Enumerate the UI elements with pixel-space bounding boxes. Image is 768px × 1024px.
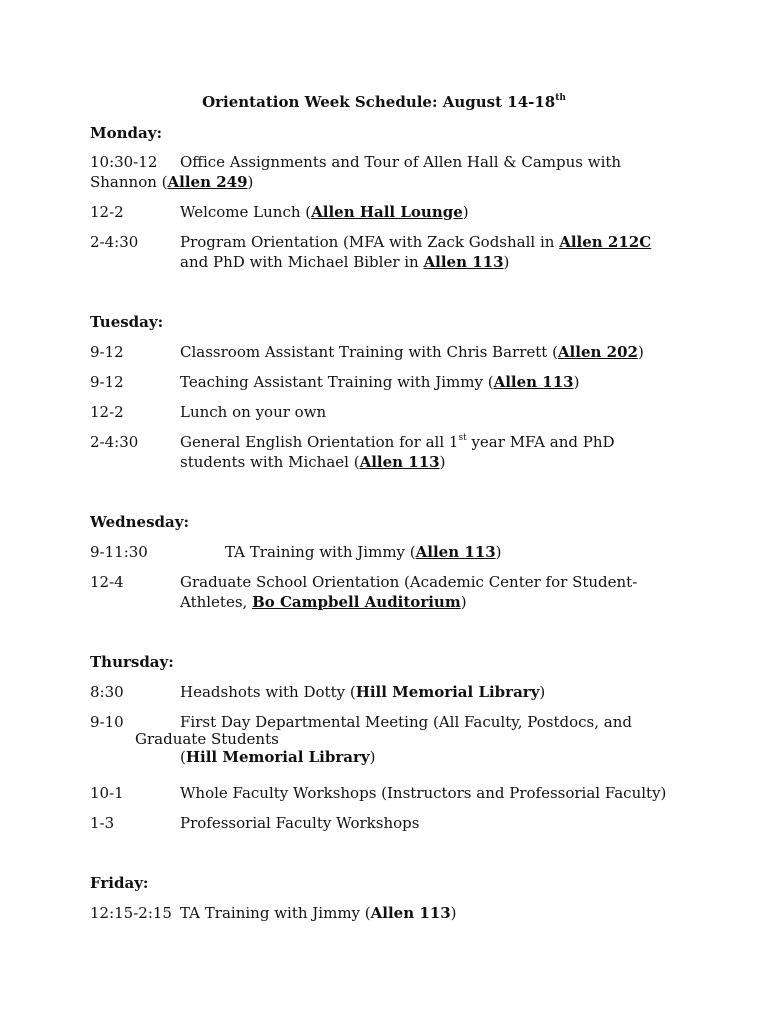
event-thursday-4: Professorial Faculty Workshops <box>180 814 420 832</box>
event-wednesday-1 <box>225 542 502 562</box>
event-thursday-2-line1: First Day Departmental Meeting (All Faculty, Postdocs, and <box>180 713 632 731</box>
event-text: ) <box>439 453 446 471</box>
event-monday-3-line1 <box>180 232 651 252</box>
event-text: ) <box>460 593 467 611</box>
event-tuesday-4-line2 <box>180 452 445 472</box>
time-monday-1: 10:30-12 <box>90 153 158 171</box>
event-text: ) <box>573 373 580 391</box>
location-link[interactable]: Allen 113 <box>359 453 440 471</box>
event-tuesday-3: Lunch on your own <box>180 403 327 421</box>
day-heading-tuesday: Tuesday: <box>90 313 164 331</box>
location-name: Hill Memorial Library <box>355 683 540 701</box>
location-link[interactable]: Allen 249 <box>167 173 248 191</box>
event-text: ( <box>180 748 186 766</box>
event-tuesday-2 <box>180 372 579 392</box>
event-text: ) <box>495 543 502 561</box>
time-thursday-2: 9-10 <box>90 713 124 731</box>
event-thursday-2-line3 <box>180 747 375 767</box>
location-name: Allen 113 <box>370 904 451 922</box>
location-link[interactable]: Allen 113 <box>493 373 574 391</box>
page-title <box>0 92 768 112</box>
time-thursday-1: 8:30 <box>90 683 124 701</box>
event-text: Athletes, <box>180 593 253 611</box>
location-link[interactable]: Allen 212C <box>559 233 652 251</box>
event-text: ) <box>247 173 254 191</box>
ordinal-superscript: st <box>458 433 467 443</box>
event-thursday-2-line2: Graduate Students <box>135 730 279 748</box>
time-wednesday-2: 12-4 <box>90 573 124 591</box>
event-monday-3-line2 <box>180 252 509 272</box>
event-thursday-3: Whole Faculty Workshops (Instructors and Professorial Faculty) <box>180 784 667 802</box>
day-heading-friday: Friday: <box>90 874 149 892</box>
event-text: Headshots with Dotty ( <box>180 683 356 701</box>
location-link[interactable]: Allen Hall Lounge <box>311 203 463 221</box>
day-heading-monday: Monday: <box>90 124 162 142</box>
event-text: and PhD with Michael Bibler in <box>180 253 424 271</box>
day-heading-thursday: Thursday: <box>90 653 174 671</box>
time-tuesday-3: 12-2 <box>90 403 124 421</box>
time-monday-2: 12-2 <box>90 203 124 221</box>
event-text: Classroom Assistant Training with Chris Barrett ( <box>180 343 558 361</box>
event-text: ) <box>369 748 376 766</box>
event-text: Shannon ( <box>90 173 168 191</box>
location-link[interactable]: Allen 113 <box>423 253 504 271</box>
event-monday-1-line2 <box>90 172 253 192</box>
time-wednesday-1: 9-11:30 <box>90 543 148 561</box>
event-text: TA Training with Jimmy ( <box>180 904 371 922</box>
event-thursday-1 <box>180 682 545 702</box>
time-monday-3: 2-4:30 <box>90 233 139 251</box>
location-link[interactable]: Allen 202 <box>557 343 638 361</box>
event-wednesday-2-line2 <box>180 592 467 612</box>
event-monday-1-line1: Office Assignments and Tour of Allen Hall & Campus with <box>180 153 622 171</box>
location-name: Hill Memorial Library <box>185 748 370 766</box>
event-text: year MFA and PhD <box>466 433 615 451</box>
event-text: ) <box>637 343 644 361</box>
event-wednesday-2-line1: Graduate School Orientation (Academic Center for Student- <box>180 573 638 591</box>
time-tuesday-4: 2-4:30 <box>90 433 139 451</box>
time-tuesday-1: 9-12 <box>90 343 124 361</box>
event-tuesday-1 <box>180 342 644 362</box>
title-superscript: th <box>555 93 566 103</box>
event-tuesday-4-line1 <box>180 432 615 452</box>
location-link[interactable]: Bo Campbell Auditorium <box>252 593 461 611</box>
event-text: General English Orientation for all 1 <box>180 433 459 451</box>
event-text: ) <box>539 683 546 701</box>
event-text: ) <box>503 253 510 271</box>
event-friday-1 <box>180 903 457 923</box>
event-text: ) <box>462 203 469 221</box>
event-text: Program Orientation (MFA with Zack Godshall in <box>180 233 560 251</box>
event-text: Welcome Lunch ( <box>180 203 312 221</box>
time-thursday-4: 1-3 <box>90 814 115 832</box>
event-text: ) <box>450 904 457 922</box>
time-tuesday-2: 9-12 <box>90 373 124 391</box>
title-text: Orientation Week Schedule: August 14-18 <box>202 93 556 111</box>
time-thursday-3: 10-1 <box>90 784 124 802</box>
event-text: students with Michael ( <box>180 453 360 471</box>
time-friday-1: 12:15-2:15 <box>90 904 172 922</box>
event-text: Teaching Assistant Training with Jimmy ( <box>180 373 494 391</box>
event-text: TA Training with Jimmy ( <box>225 543 416 561</box>
day-heading-wednesday: Wednesday: <box>90 513 190 531</box>
event-monday-2 <box>180 202 469 222</box>
location-link[interactable]: Allen 113 <box>415 543 496 561</box>
